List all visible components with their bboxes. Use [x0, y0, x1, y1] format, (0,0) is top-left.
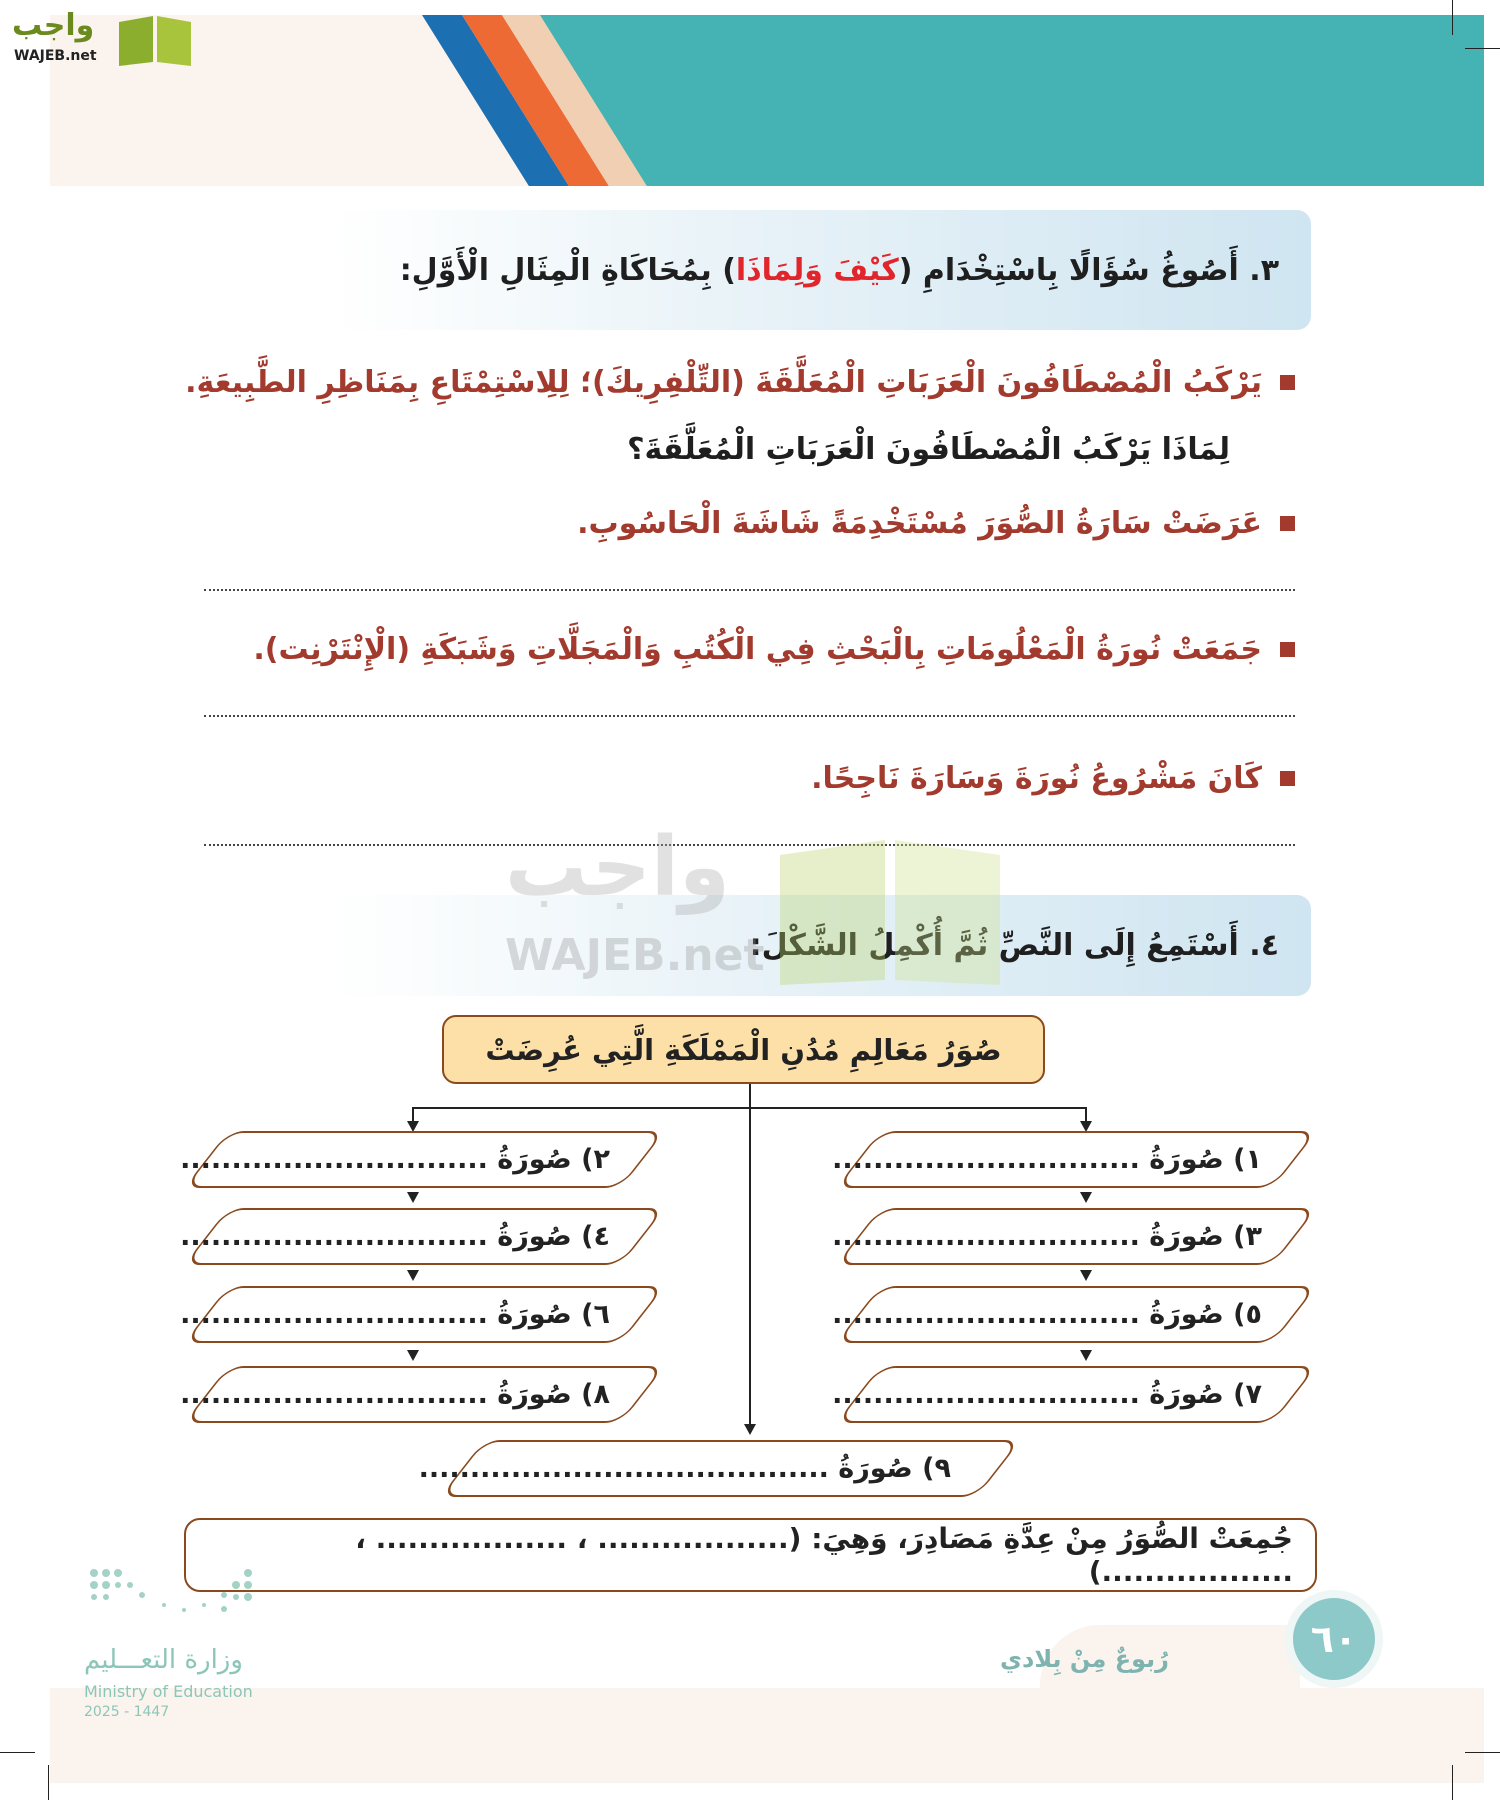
unit-title: رُبوعٌ مِنْ بِلادي	[1000, 1645, 1169, 1673]
arrow-down-icon	[1080, 1350, 1092, 1361]
page-number: ٦٠	[1285, 1590, 1383, 1688]
crop-mark	[48, 1765, 49, 1800]
connector-center	[749, 1084, 751, 1424]
ministry-logo-dots	[84, 1565, 264, 1625]
question-4-banner	[333, 895, 1311, 996]
sentence-text: كَانَ مَشْرُوعُ نُورَةَ وَسَارَةَ نَاجِحًا.	[811, 761, 1262, 796]
crop-mark	[1452, 1765, 1453, 1800]
box-text: ٧) صُورَةُ ..............................	[832, 1379, 1262, 1410]
box-text: ٩) صُورَةُ ........................................	[418, 1453, 951, 1484]
box-text: ٢) صُورَةُ ..............................	[180, 1144, 610, 1175]
diagram-title-box: صُوَرُ مَعَالِمِ مُدُنِ الْمَمْلَكَةِ الَّتِي عُرِضَتْ	[442, 1015, 1045, 1084]
box-text: ٥) صُورَةُ ..............................	[832, 1299, 1262, 1330]
box-text: ٦) صُورَةُ ..............................	[180, 1299, 610, 1330]
bullet-icon	[1280, 771, 1295, 786]
answer-line-3[interactable]	[204, 715, 1295, 717]
logo-arabic: واجب	[12, 8, 95, 43]
arrow-down-icon	[407, 1192, 419, 1203]
question-3-banner	[333, 210, 1311, 330]
bullet-icon	[1280, 516, 1295, 531]
arrow-down-icon	[407, 1270, 419, 1281]
arrow-down-icon	[744, 1424, 756, 1435]
watermark-english: WAJEB.net	[505, 930, 765, 981]
box-text: ١) صُورَةُ ..............................	[832, 1144, 1262, 1175]
sentence-4	[811, 761, 1295, 796]
sentence-text: عَرَضَتْ سَارَةُ الصُّوَرَ مُسْتَخْدِمَةً شَاشَةَ الْحَاسُوبِ.	[577, 506, 1262, 541]
question-number: ٣.	[1249, 252, 1279, 288]
logo-english: WAJEB.net	[14, 48, 97, 64]
sentence-text: جَمَعَتْ نُورَةُ الْمَعْلُومَاتِ بِالْبَحْثِ فِي الْكُتُبِ وَالْمَجَلَّاتِ وَشَبَكَةِ (الْإِنْتَرْنِت).	[253, 632, 1262, 667]
crop-mark	[1452, 0, 1453, 35]
bullet-icon	[1280, 642, 1295, 657]
example-sentence	[185, 365, 1295, 400]
arrow-down-icon	[1080, 1270, 1092, 1281]
wajeb-logo	[10, 6, 190, 66]
crop-mark	[0, 1752, 35, 1753]
teal-block	[540, 15, 1484, 186]
year: 2025 - 1447	[84, 1704, 170, 1720]
footer-band	[50, 1688, 1484, 1783]
box-text: ٤) صُورَةُ ..............................	[180, 1221, 610, 1252]
question-text: أَصُوغُ سُؤَالًا بِاسْتِخْدَامِ (	[898, 252, 1239, 288]
bullet-icon	[1280, 375, 1295, 390]
book-icon	[115, 6, 195, 66]
sentence-text: يَرْكَبُ الْمُصْطَافُونَ الْعَرَبَاتِ الْمُعَلَّقَةَ (التِّلْفِرِيكَ)؛ لِلِاسْتِمْتَاعِ بِمَنَاظِرِ الطَّبِيعَةِ.	[185, 365, 1262, 400]
answer-line-4[interactable]	[204, 844, 1295, 846]
crop-mark	[1465, 48, 1500, 49]
crop-mark	[1465, 1752, 1500, 1753]
arrow-down-icon	[407, 1350, 419, 1361]
question-number: ٤.	[1249, 928, 1279, 963]
ministry-logo-icon	[84, 1565, 264, 1625]
sentence-2	[577, 506, 1295, 541]
arrow-down-icon	[1080, 1192, 1092, 1203]
header-band	[50, 15, 1484, 186]
ministry-name-en: Ministry of Education	[84, 1682, 253, 1701]
box-text: ٣) صُورَةُ ..............................	[832, 1221, 1262, 1252]
box-text: ٨) صُورَةُ ..............................	[180, 1379, 610, 1410]
question-text-end: ) بِمُحَاكَاةِ الْمِثَالِ الْأَوَّلِ:	[399, 252, 736, 288]
ministry-name-ar: وزارة التعـــليم	[84, 1645, 243, 1675]
question-highlight: كَيْفَ وَلِمَاذَا	[735, 252, 899, 288]
answer-line-2[interactable]	[204, 589, 1295, 591]
example-answer: لِمَاذَا يَرْكَبُ الْمُصْطَافُونَ الْعَرَبَاتِ الْمُعَلَّقَةَ؟	[627, 432, 1230, 467]
question-text: أَسْتَمِعُ إِلَى النَّصِّ ثُمَّ أُكْمِلُ الشَّكْلَ:	[749, 928, 1239, 963]
sentence-3	[253, 632, 1295, 667]
watermark-arabic: واجب	[505, 820, 730, 915]
sources-box[interactable]: جُمِعَتْ الصُّوَرُ مِنْ عِدَّةِ مَصَادِرَ، وَهِيَ: (.................. ، .................. ، ..................)	[184, 1518, 1317, 1592]
